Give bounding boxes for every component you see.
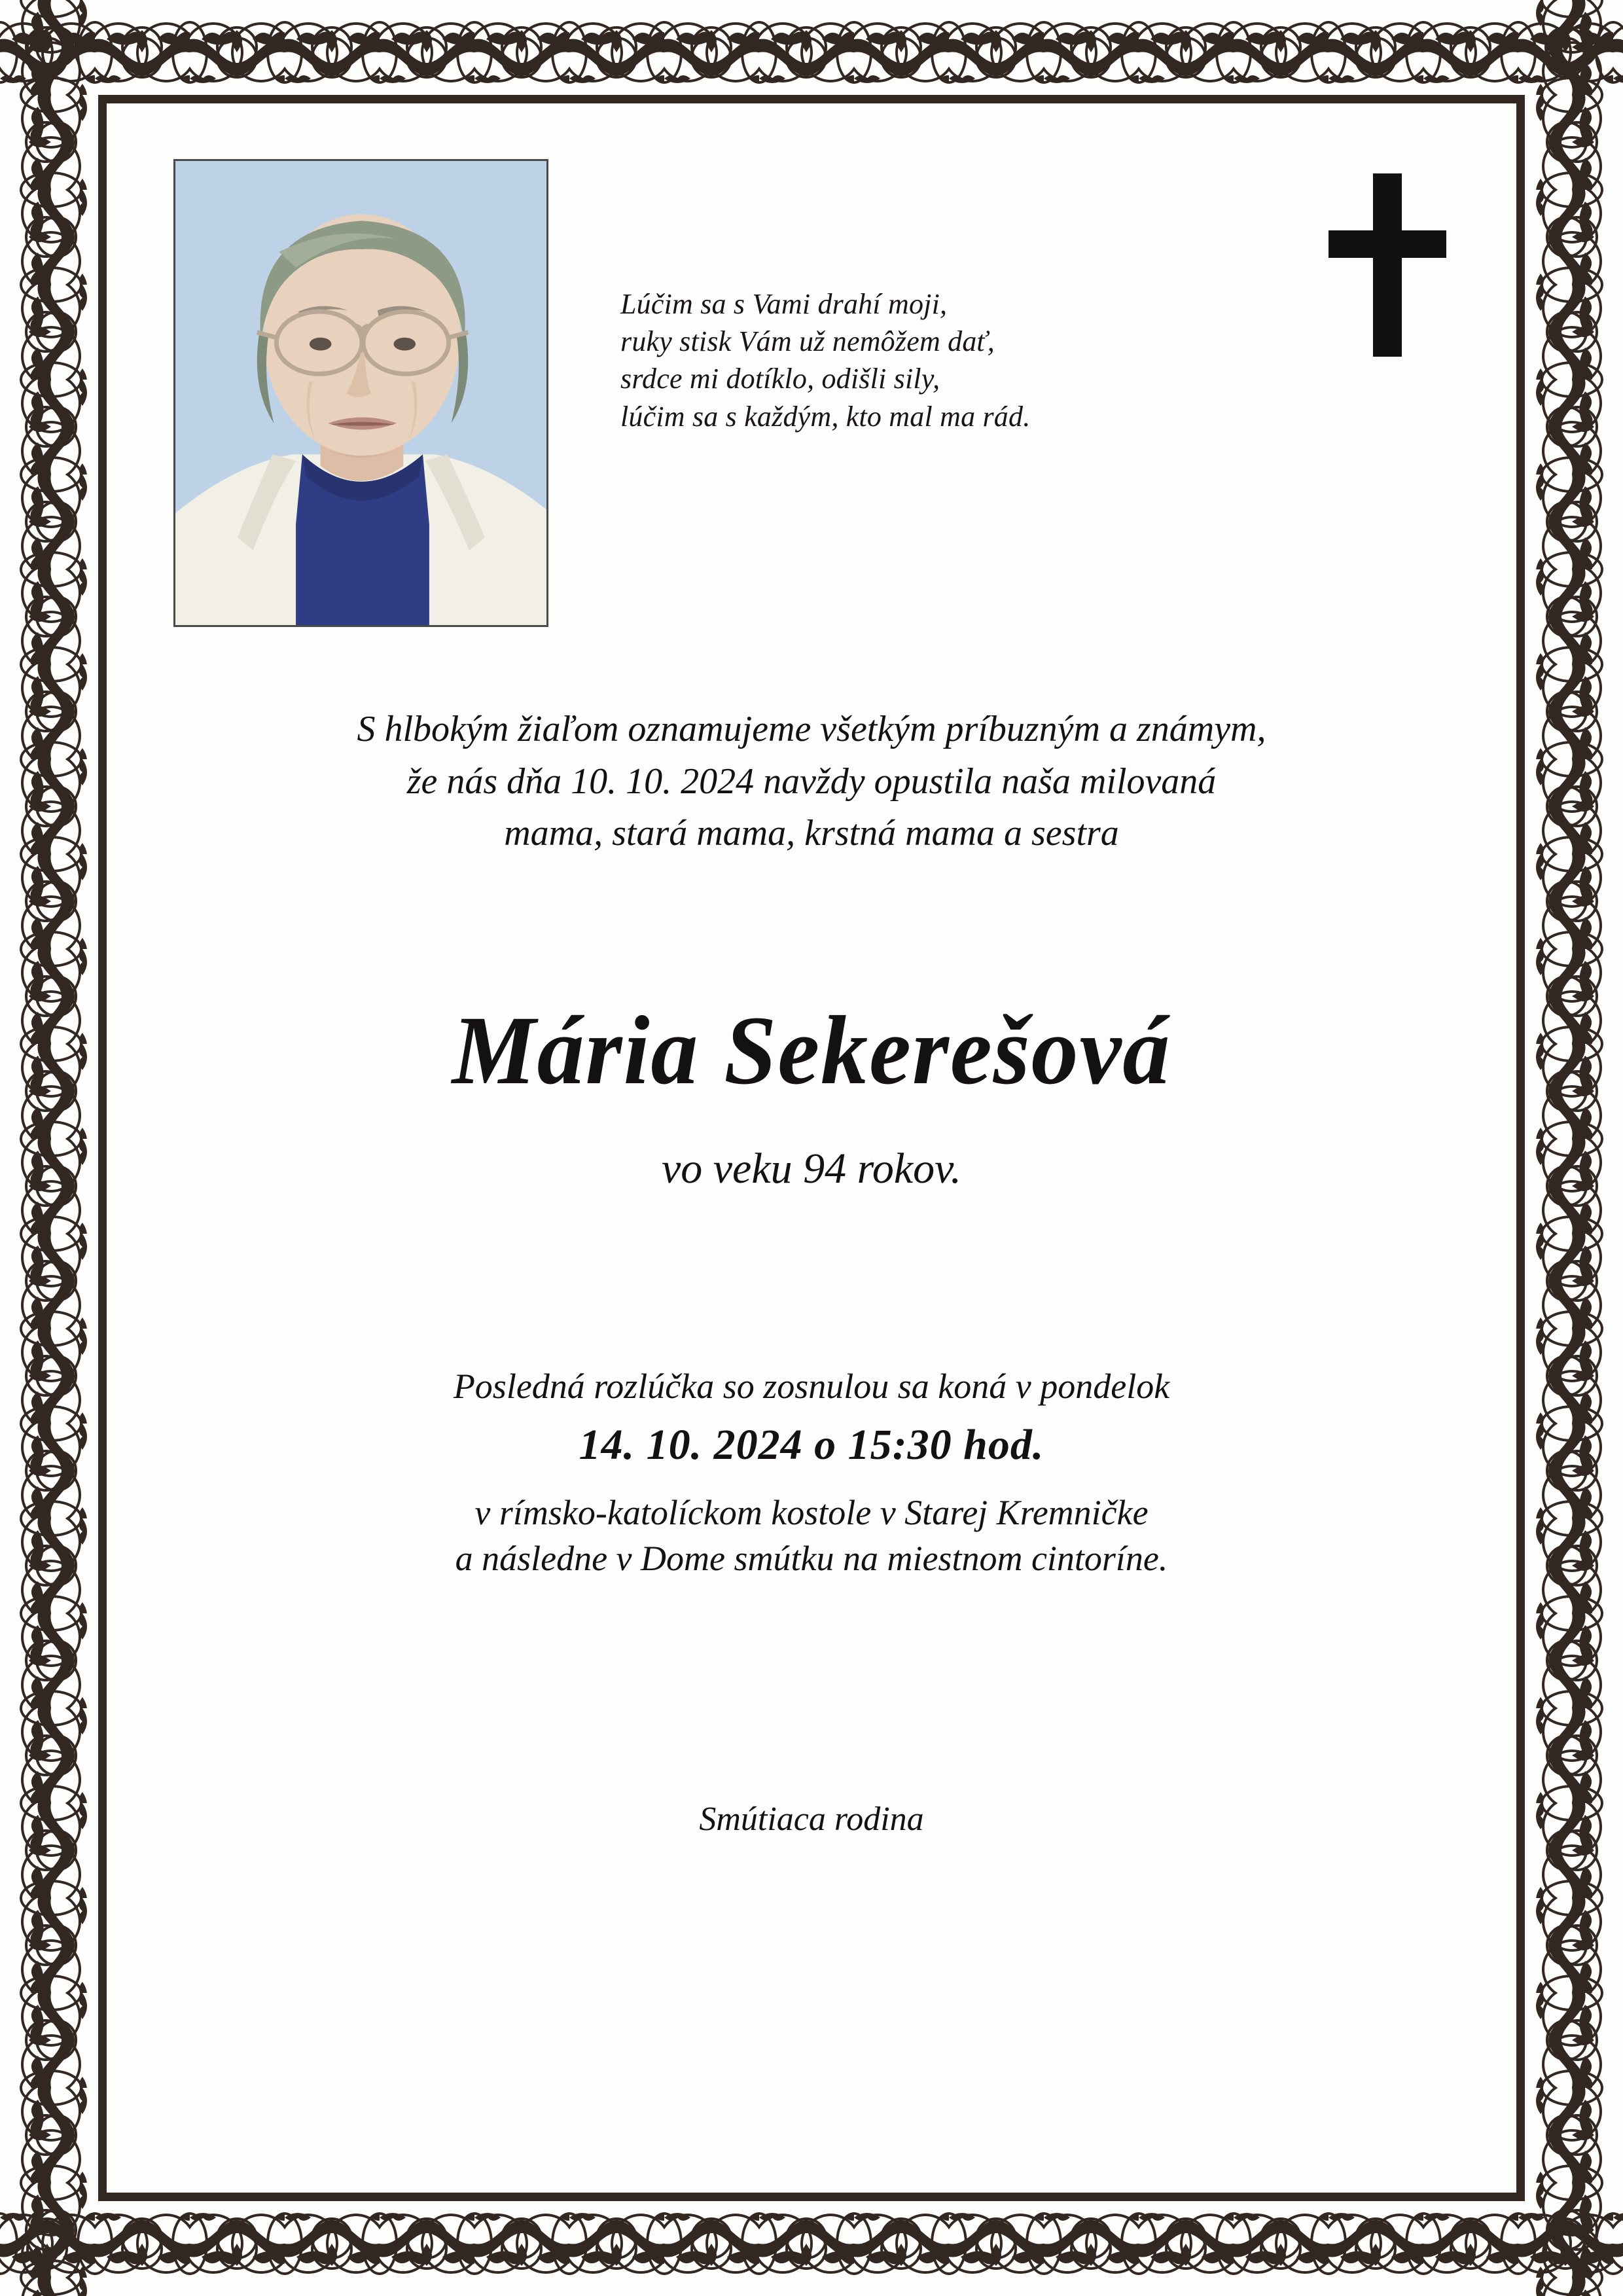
announcement-line-3: mama, stará mama, krstná mama a sestra (504, 813, 1119, 854)
deceased-name: Mária Sekerešová (452, 996, 1171, 1105)
notice-content (110, 107, 1513, 2189)
poem-line-2: ruky stisk Vám už nemôžem dať, (620, 325, 995, 358)
signature: Smútiaca rodina (699, 1801, 924, 1838)
latin-cross-icon (1329, 173, 1446, 357)
farewell-place-line-1: v rímsko-katolíckom kostole v Starej Kremničke (474, 1493, 1149, 1532)
farewell-place-line-2: a následne v Dome smútku na miestnom cintoríne. (455, 1539, 1168, 1579)
announcement-line-2: že nás dňa 10. 10. 2024 navždy opustila naša milovaná (406, 761, 1217, 802)
announcement-text (110, 704, 1513, 860)
cross-horizontal-bar (1329, 230, 1446, 258)
poem-line-3: srdce mi dotíklo, odišli sily, (620, 363, 940, 395)
portrait-illustration (175, 161, 546, 625)
ornamental-border-left (0, 0, 101, 2296)
farewell-intro: Posledná rozlúčka so zosnulou sa koná v pondelok (453, 1367, 1170, 1406)
farewell-place (110, 1490, 1513, 1581)
announcement-line-1: S hlbokým žiaľom oznamujeme všetkým príbuzným a známym, (357, 709, 1266, 749)
poem-line-4: lúčim sa s každým, kto mal ma rád. (620, 400, 1031, 433)
ornamental-border-right (1522, 0, 1623, 2296)
farewell-datetime: 14. 10. 2024 o 15:30 hod. (579, 1421, 1044, 1469)
cross-vertical-bar (1373, 173, 1402, 357)
portrait-photo (173, 159, 548, 627)
ornamental-border-bottom (0, 2198, 1623, 2296)
ornamental-border-top (0, 0, 1623, 98)
memorial-poem (620, 285, 1275, 435)
poem-line-1: Lúčim sa s Vami drahí moji, (620, 288, 948, 320)
deceased-age: vo veku 94 rokov. (661, 1145, 962, 1193)
